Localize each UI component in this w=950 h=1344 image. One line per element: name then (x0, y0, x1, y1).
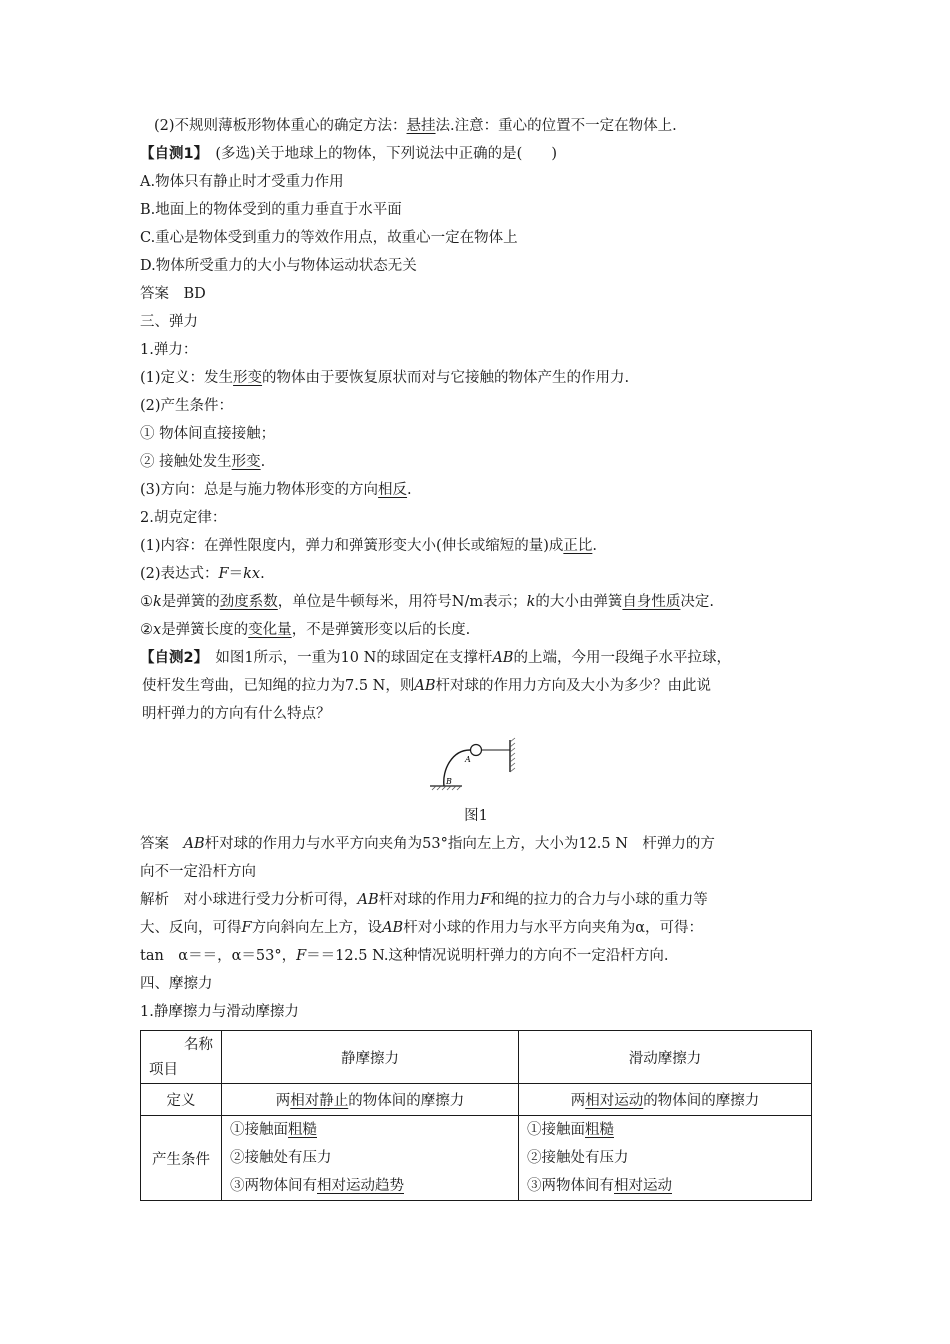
option-b: B.地面上的物体受到的重力垂直于水平面 (140, 202, 402, 218)
text-line: (2)不规则薄板形物体重心的确定方法：悬挂法.注意：重心的位置不一定在物体上. (154, 118, 677, 134)
subheading: 1.静摩擦力与滑动摩擦力 (140, 1004, 299, 1020)
text-line: 大、反向，可得F方向斜向左上方，设AB杆对小球的作用力与水平方向夹角为α，可得： (140, 920, 703, 936)
text-line: 向不一定沿杆方向 (140, 864, 256, 880)
corner-top-label: 名称 (184, 1037, 213, 1053)
answer-1: 答案 BD (140, 286, 206, 302)
subheading: 2.胡克定律： (140, 510, 227, 526)
label-b: B (446, 777, 452, 786)
label-a: A (465, 755, 471, 764)
text-line: tan α＝＝，α＝53°，F＝＝12.5 N.这种情况说明杆弹力的方向不一定沿杆方向. (140, 948, 669, 964)
friction-table (140, 1030, 812, 1201)
table-row (141, 1084, 812, 1116)
text-line: 使杆发生弯曲，已知绳的拉力为7.5 N，则AB杆对球的作用力方向及大小为多少？由此说 (142, 678, 711, 694)
table-corner-cell (141, 1031, 222, 1084)
text-line: ①k是弹簧的劲度系数，单位是牛顿每米，用符号N/m表示；k的大小由弹簧自身性质决定. (140, 594, 715, 610)
table-cell: 两相对运动的物体间的摩擦力 (519, 1084, 812, 1116)
option-d: D.物体所受重力的大小与物体运动状态无关 (140, 258, 417, 274)
text-line: (2)产生条件： (140, 398, 234, 414)
text-line: (3)方向：总是与施力物体形变的方向相反. (140, 482, 412, 498)
section-heading: 四、摩擦力 (140, 976, 213, 992)
text-line: ②x是弹簧长度的变化量，不是弹簧形变以后的长度. (140, 622, 471, 638)
analysis: 解析 对小球进行受力分析可得，AB杆对球的作用力F和绳的拉力的合力与小球的重力等 (140, 892, 708, 908)
text-line: ② 接触处发生形变. (140, 454, 266, 470)
figure-1 (140, 734, 812, 798)
figure-caption: 图1 (464, 808, 488, 824)
table-header: 滑动摩擦力 (519, 1031, 812, 1084)
text-line: (2)表达式：F＝kx. (140, 566, 265, 582)
corner-bottom-label: 项目 (149, 1062, 178, 1078)
section-heading: 三、弹力 (140, 314, 198, 330)
option-a: A.物体只有静止时才受重力作用 (140, 174, 344, 190)
text-line: (1)内容：在弹性限度内，弹力和弹簧形变大小(伸长或缩短的量)成正比. (140, 538, 597, 554)
option-c: C.重心是物体受到重力的等效作用点，故重心一定在物体上 (140, 230, 518, 246)
table-cell: 两相对静止的物体间的摩擦力 (222, 1084, 519, 1116)
subheading: 1.弹力： (140, 342, 198, 358)
text-line: (1)定义：发生形变的物体由于要恢复原状而对与它接触的物体产生的作用力. (140, 370, 630, 386)
table-row-label: 定义 (141, 1084, 222, 1116)
text-line: 明杆弹力的方向有什么特点？ (142, 706, 331, 722)
question-2: 【自测2】 如图1所示，一重为10 N的球固定在支撑杆AB的上端，今用一段绳子水平拉球， (140, 650, 731, 666)
rod-ball-diagram (430, 734, 520, 798)
answer-2: 答案 AB杆对球的作用力与水平方向夹角为53°指向左上方，大小为12.5 N 杆弹力的方 (140, 836, 715, 852)
table-cell: ①接触面粗糙 ②接触处有压力 ③两物体间有相对运动趋势 (222, 1116, 519, 1201)
text-line: ① 物体间直接接触； (140, 426, 276, 442)
table-cell: ①接触面粗糙 ②接触处有压力 ③两物体间有相对运动 (519, 1116, 812, 1201)
question-1: 【自测1】 (多选)关于地球上的物体，下列说法中正确的是( ) (140, 146, 557, 162)
document-body (140, 112, 812, 1026)
table-header: 静摩擦力 (222, 1031, 519, 1084)
table-row-label: 产生条件 (141, 1116, 222, 1201)
table-header-row (141, 1031, 812, 1084)
table-row (141, 1116, 812, 1201)
